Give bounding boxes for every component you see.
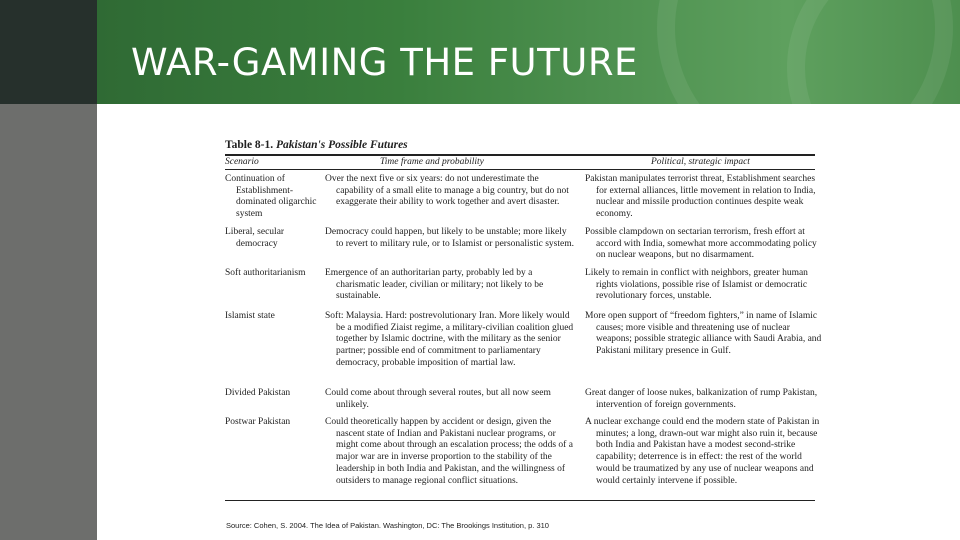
impact-cell: More open support of “freedom fighters,” in name of Islamic causes; more visible and threatening use of nuclear weapons; possible strategic alliance with Saudi Arabia, and Pakistani military presence in Gulf. (585, 311, 822, 357)
timeframe-cell: Over the next five or six years: do not underestimate the capability of a small elite to manage a big country, but do not exaggerate their ability to work together and avert disaster. (325, 174, 569, 208)
scenario-cell: Continuation of Establishment-dominated oligarchic system (225, 174, 317, 220)
table-name: Pakistan's Possible Futures (276, 139, 408, 151)
scenario-cell: Islamist state (225, 311, 275, 321)
timeframe-cell: Soft: Malaysia. Hard: postrevolutionary Iran. More likely would be a modified Ziaist regime, a military-civilian coalition glued together by Islamic doctrine, with the military as the senior partner; possible end of commitment to parliamentary democracy, probable imposition of martial law. (325, 311, 574, 368)
timeframe-cell: Emergence of an authoritarian party, probably led by a charismatic leader, civilian or military; not likely to be sustainable. (325, 268, 544, 302)
impact-cell: Pakistan manipulates terrorist threat, Establishment searches for external alliances, little movement in relation to India, nuclear and missile production continues despite weak economy. (585, 174, 816, 220)
impact-cell: Possible clampdown on sectarian terrorism, fresh effort at accord with India, somewhat more accommodating policy on nuclear weapons, but no disarmament. (585, 227, 817, 261)
banner-decoration (787, 0, 960, 104)
timeframe-cell: Democracy could happen, but likely to be unstable; more likely to revert to military rule, or to Islamist or personalistic system. (325, 227, 574, 249)
timeframe-cell: Could come about through several routes, but all now seem unlikely. (325, 388, 551, 410)
table-caption (225, 139, 408, 151)
slide-title: WAR-GAMING THE FUTURE (131, 41, 638, 84)
source-citation: Source: Cohen, S. 2004. The Idea of Pakistan. Washington, DC: The Brookings Institution, p. 310 (226, 521, 549, 530)
scenario-cell: Liberal, secular democracy (225, 227, 285, 249)
table-header-rule (225, 169, 815, 170)
table-bottom-rule (225, 500, 815, 501)
impact-cell: Likely to remain in conflict with neighbors, greater human rights violations, possible rise of Islamist or democratic revolutionary forces, unstable. (585, 268, 808, 302)
timeframe-cell: Could theoretically happen by accident or design, given the nascent state of Indian and Pakistani nuclear programs, or might come about through an escalation process; the odds of a major war are in inverse proportion to the stability of the leadership in both India and Pakistan, and the willingness of outsiders to manage regional conflict situations. (325, 417, 573, 486)
column-header-timeframe: Time frame and probability (380, 157, 484, 167)
scenario-cell: Soft authoritarianism (225, 268, 306, 278)
impact-cell: A nuclear exchange could end the modern state of Pakistan in minutes; a long, drawn-out war might also ruin it, because both India and Pakistan have a modest second-strike capability; deterrence is in effect: the rest of the world would be traumatized by any use of nuclear weapons and would certainly intervene if possible. (585, 417, 820, 486)
column-header-impact: Political, strategic impact (651, 157, 750, 167)
scenario-cell: Divided Pakistan (225, 388, 291, 398)
impact-cell: Great danger of loose nukes, balkanization of rump Pakistan, intervention of foreign governments. (585, 388, 818, 410)
left-sidebar-top-block (0, 0, 97, 104)
table-top-rule (225, 154, 815, 156)
table-number: Table 8-1. (225, 139, 274, 151)
column-header-scenario: Scenario (225, 157, 259, 167)
scenario-cell: Postwar Pakistan (225, 417, 291, 427)
